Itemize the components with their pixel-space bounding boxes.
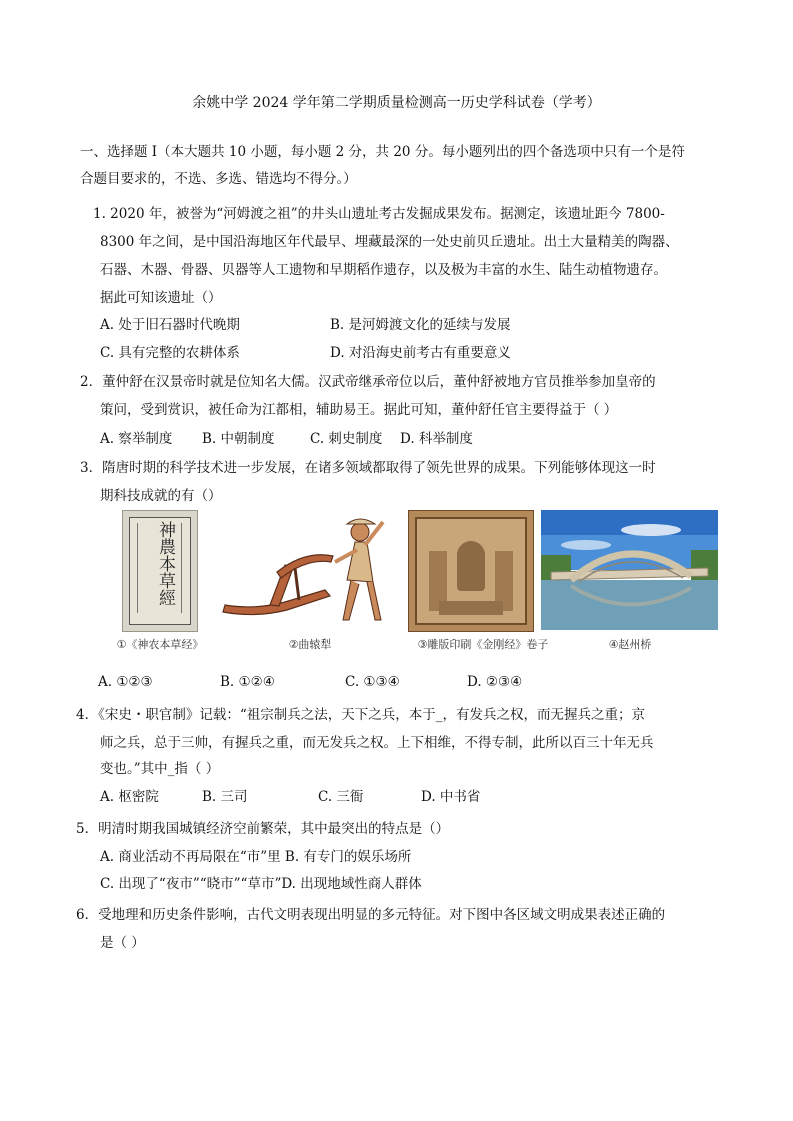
section-heading-line2: 合题目要求的，不选、多选、错选均不得分。）	[80, 171, 357, 187]
section-heading-line1: 一、选择题 I（本大题共 10 小题，每小题 2 分，共 20 分。每小题列出的四个备选项中只有一个是符	[80, 144, 685, 160]
q1-option-c: C. 具有完整的农耕体系	[100, 345, 240, 361]
caption-2: ②曲辕犁	[288, 638, 332, 651]
q1-option-a: A. 处于旧石器时代晚期	[100, 317, 240, 333]
q3-line1: 3．隋唐时期的科学技术进一步发展，在诸多领域都取得了领先世界的成果。下列能够体现这一时	[80, 460, 656, 476]
diamond-sutra-image	[408, 510, 534, 632]
q5-options-cd: C. 出现了“夜市”“晓市”“草市”D. 出现地域性商人群体	[100, 876, 422, 892]
q6-line1: 6．受地理和历史条件影响，古代文明表现出明显的多元特征。对下图中各区域文明成果表述正确的	[76, 907, 666, 923]
q4-line3: 变也。”其中_指（ ）	[100, 761, 220, 777]
q3-option-d: D. ②③④	[467, 674, 523, 690]
q5-line: 5．明清时期我国城镇经济空前繁荣，其中最突出的特点是（）	[76, 821, 450, 837]
q5-options-ab: A. 商业活动不再局限在“市”里 B. 有专门的娱乐场所	[100, 849, 412, 865]
q1-line3: 石器、木器、骨器、贝器等人工遗物和早期稻作遗存，以及极为丰富的水生、陆生动植物遗存。	[100, 262, 667, 278]
shennong-book-image	[122, 510, 198, 632]
q4-option-b: B. 三司	[202, 789, 248, 805]
caption-4: ④赵州桥	[608, 638, 652, 651]
q3-option-b: B. ①②④	[220, 674, 275, 690]
zhaozhou-bridge-image	[541, 510, 718, 630]
exam-title: 余姚中学 2024 学年第二学期质量检测高一历史学科试卷（学考）	[192, 95, 601, 111]
q1-line1: 1. 2020 年，被誉为“河姆渡之祖”的井头山遗址考古发掘成果发布。据测定，该遗址距今 7800-	[93, 206, 665, 222]
q1-option-d: D. 对沿海史前考古有重要意义	[330, 345, 511, 361]
q2-line2: 策问，受到赏识，被任命为江都相，辅助易王。据此可知，董仲舒任官主要得益于（ ）	[100, 402, 618, 418]
q3-line2: 期科技成就的有（）	[100, 488, 222, 504]
q2-option-b: B. 中朝制度	[202, 431, 275, 447]
q4-option-d: D. 中书省	[421, 789, 481, 805]
book-title-text: 神農本草經	[155, 521, 175, 606]
q6-line2: 是（ ）	[100, 935, 145, 951]
q2-option-a: A. 察举制度	[100, 431, 173, 447]
q4-line2: 师之兵，总于三帅，有握兵之重，而无发兵之权。上下相维，不得专制，此所以百三十年无兵	[100, 735, 654, 751]
q4-option-a: A. 枢密院	[100, 789, 159, 805]
q4-line1: 4．《宋史・职官制》记载：“祖宗制兵之法，天下之兵，本于_，有发兵之权，而无握兵之重；京	[76, 707, 645, 723]
q3-option-c: C. ①③④	[345, 674, 400, 690]
q2-option-c: C. 刺史制度	[310, 431, 383, 447]
caption-1: ①《神农本草经》	[116, 638, 204, 651]
curved-plough-image	[215, 510, 397, 630]
q1-line2: 8300 年之间，是中国沿海地区年代最早、埋藏最深的一处史前贝丘遗址。出土大量精美的陶器、	[100, 234, 679, 250]
q3-option-a: A. ①②③	[98, 674, 153, 690]
q2-option-d: D. 科举制度	[400, 431, 473, 447]
q4-option-c: C. 三衙	[318, 789, 364, 805]
caption-3: ③雕版印刷《金刚经》卷子	[417, 638, 549, 651]
q1-option-b: B. 是河姆渡文化的延续与发展	[330, 317, 511, 333]
q2-line1: 2．董仲舒在汉景帝时就是位知名大儒。汉武帝继承帝位以后，董仲舒被地方官员推举参加皇帝的	[80, 374, 656, 390]
q1-line4: 据此可知该遗址（）	[100, 290, 222, 306]
